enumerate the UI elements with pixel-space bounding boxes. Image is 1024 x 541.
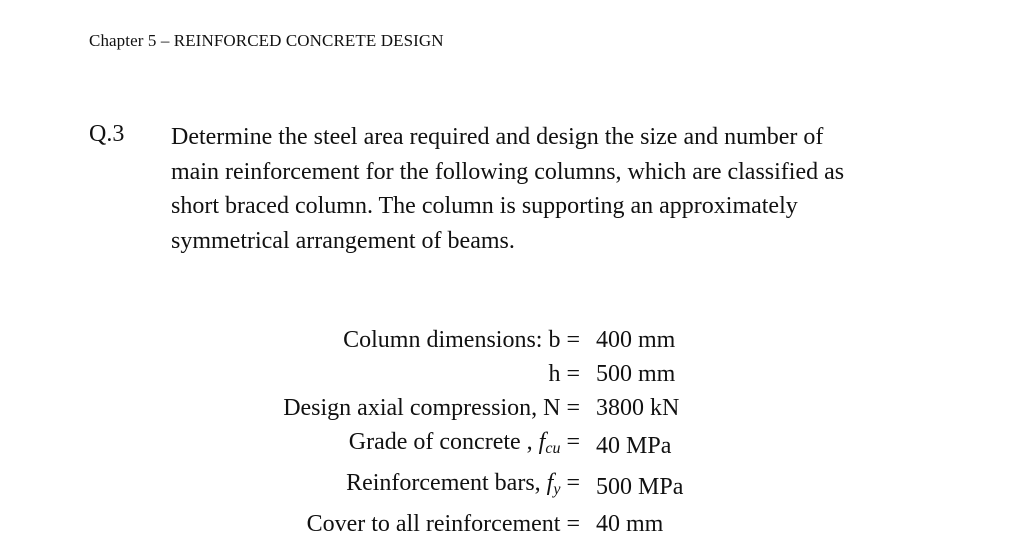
fcu-subscript: cu xyxy=(545,440,561,457)
param-row-cover xyxy=(200,507,683,541)
fy-symbol: f xyxy=(546,470,554,496)
question-line: Determine the steel area required and design the size and number of xyxy=(171,124,824,150)
param-label: Column dimensions: b = xyxy=(343,327,580,353)
param-value: 40 MPa xyxy=(596,432,672,459)
param-label: Cover to all reinforcement = xyxy=(306,511,580,537)
label-prefix: Grade of concrete , xyxy=(348,429,533,455)
param-value: 40 mm xyxy=(596,511,664,537)
param-value: 3800 kN xyxy=(596,395,680,421)
chapter-header: Chapter 5 – REINFORCED CONCRETE DESIGN xyxy=(89,31,444,50)
param-row-axial xyxy=(200,391,683,425)
param-row-column-h xyxy=(200,357,683,391)
design-parameters-table xyxy=(200,323,683,541)
label-prefix: Reinforcement bars, xyxy=(346,470,541,496)
param-row-concrete xyxy=(200,425,683,466)
question-text xyxy=(171,120,971,258)
question-line: main reinforcement for the following columns, which are classified as xyxy=(171,158,845,185)
param-value: 500 MPa xyxy=(596,473,684,500)
param-value: 500 mm xyxy=(596,361,676,387)
label-suffix: = xyxy=(560,470,580,496)
param-label: h = xyxy=(548,361,580,387)
fcu-symbol: f xyxy=(538,429,546,455)
param-label xyxy=(200,466,580,507)
param-label: Design axial compression, N = xyxy=(283,395,580,421)
param-label xyxy=(200,425,580,466)
param-row-bars xyxy=(200,466,683,507)
fy-subscript: y xyxy=(553,481,561,498)
question-line: symmetrical arrangement of beams. xyxy=(171,227,515,254)
label-suffix: = xyxy=(560,429,580,455)
param-value: 400 mm xyxy=(596,327,676,353)
question-number: Q.3 xyxy=(89,121,125,147)
param-row-column-b xyxy=(200,323,683,357)
question-line: short braced column. The column is supporting an approximately xyxy=(171,193,798,219)
